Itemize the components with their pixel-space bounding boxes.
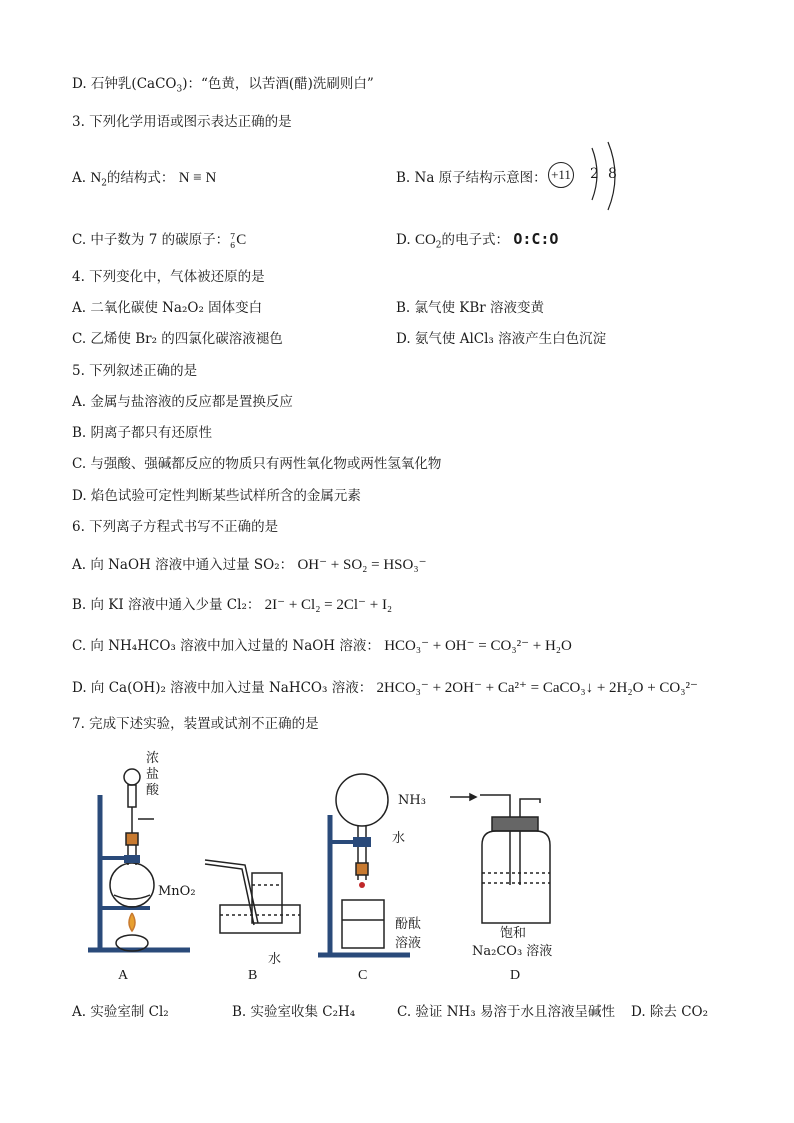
q4-option-d: D. 氨气使 AlCl₃ 溶液产生白色沉淀 [396, 331, 607, 347]
question-5-stem: 5. 下列叙述正确的是 [72, 363, 198, 379]
caption-c: C [358, 968, 368, 983]
q3-option-a: A. $N_2$的结构式： N ≡ N [72, 170, 217, 189]
caption-d: D [510, 968, 521, 983]
apparatus-a-drawing [88, 769, 190, 951]
q3-option-b: B. Na 原子结构示意图： [396, 170, 547, 186]
label-saturated: 饱和 [500, 926, 527, 941]
prev-option-d: D. 石钟乳(CaCO$_3$)：“色黄，以苦酒(醋)洗刷则白” [72, 76, 374, 95]
q4-option-b: B. 氯气使 KBr 溶液变黄 [396, 300, 545, 316]
prev-option-d-text: D. 石钟乳(CaCO [72, 76, 177, 92]
label-mno2: MnO₂ [158, 884, 196, 899]
caption-a: A [118, 968, 129, 983]
label-concentrated-hcl: 浓 盐 酸 [146, 751, 160, 798]
q6-option-a: A. 向 NaOH 溶液中通入过量 SO₂： OH⁻ + SO₂ = HSO₃⁻ [72, 557, 427, 573]
q3-option-c: C. 中子数为 7 的碳原子：7 6C [72, 231, 247, 250]
label-water-c: 水 [392, 831, 406, 846]
apparatus-d-drawing [450, 794, 550, 923]
label-phenolphthalein-1: 酚酞 [395, 917, 422, 932]
co2-lewis-structure: O:C:O [513, 230, 559, 248]
q5-option-c: C. 与强酸、强碱都反应的物质只有两性氧化物或两性氢氧化物 [72, 456, 442, 472]
question-6-stem: 6. 下列离子方程式书写不正确的是 [72, 519, 279, 535]
q5-option-a: A. 金属与盐溶液的反应都是置换反应 [72, 394, 293, 410]
shell-2-count: 8 [608, 166, 617, 182]
question-7-stem: 7. 完成下述实验，装置或试剂不正确的是 [72, 716, 319, 732]
label-water-b: 水 [268, 952, 282, 967]
q7-option-d: D. 除去 CO₂ [631, 1004, 709, 1020]
label-na2co3-solution: Na₂CO₃ 溶液 [472, 944, 553, 959]
q7-option-b: B. 实验室收集 C₂H₄ [232, 1004, 356, 1020]
shell-1-count: 2 [590, 166, 599, 182]
sodium-nucleus: +11 [548, 162, 574, 188]
q5-option-b: B. 阴离子都只有还原性 [72, 425, 213, 441]
q6-option-c: C. 向 NH₄HCO₃ 溶液中加入过量的 NaOH 溶液： HCO₃⁻ + OH⁻ = CO₃²⁻ + H₂O [72, 638, 572, 654]
q7-option-c: C. 验证 NH₃ 易溶于水且溶液呈碱性 [397, 1004, 616, 1020]
caption-b: B [248, 968, 258, 983]
isotope-notation: 7 6 [230, 231, 236, 250]
label-phenolphthalein-2: 溶液 [395, 936, 422, 951]
q6-option-b: B. 向 KI 溶液中通入少量 Cl₂： 2I⁻ + Cl₂ = 2Cl⁻ + I₂ [72, 597, 393, 613]
apparatus-b-drawing [205, 860, 300, 933]
label-nh3: NH₃ [398, 793, 426, 808]
q7-option-a: A. 实验室制 Cl₂ [72, 1004, 169, 1020]
question-3-stem: 3. 下列化学用语或图示表达正确的是 [72, 114, 292, 130]
q3-option-d: D. $CO_2$的电子式： O:C:O [396, 230, 559, 251]
q5-option-d: D. 焰色试验可定性判断某些试样所含的金属元素 [72, 488, 361, 504]
q4-option-a: A. 二氧化碳使 Na₂O₂ 固体变白 [72, 300, 263, 316]
q4-option-c: C. 乙烯使 Br₂ 的四氯化碳溶液褪色 [72, 331, 283, 347]
apparatus-figure [80, 745, 700, 985]
q6-option-d: D. 向 Ca(OH)₂ 溶液中加入过量 NaHCO₃ 溶液： 2HCO₃⁻ + 2OH⁻ + Ca²⁺ = CaCO₃↓ + 2H₂O + CO₃²⁻ [72, 680, 698, 696]
question-4-stem: 4. 下列变化中，气体被还原的是 [72, 269, 265, 285]
